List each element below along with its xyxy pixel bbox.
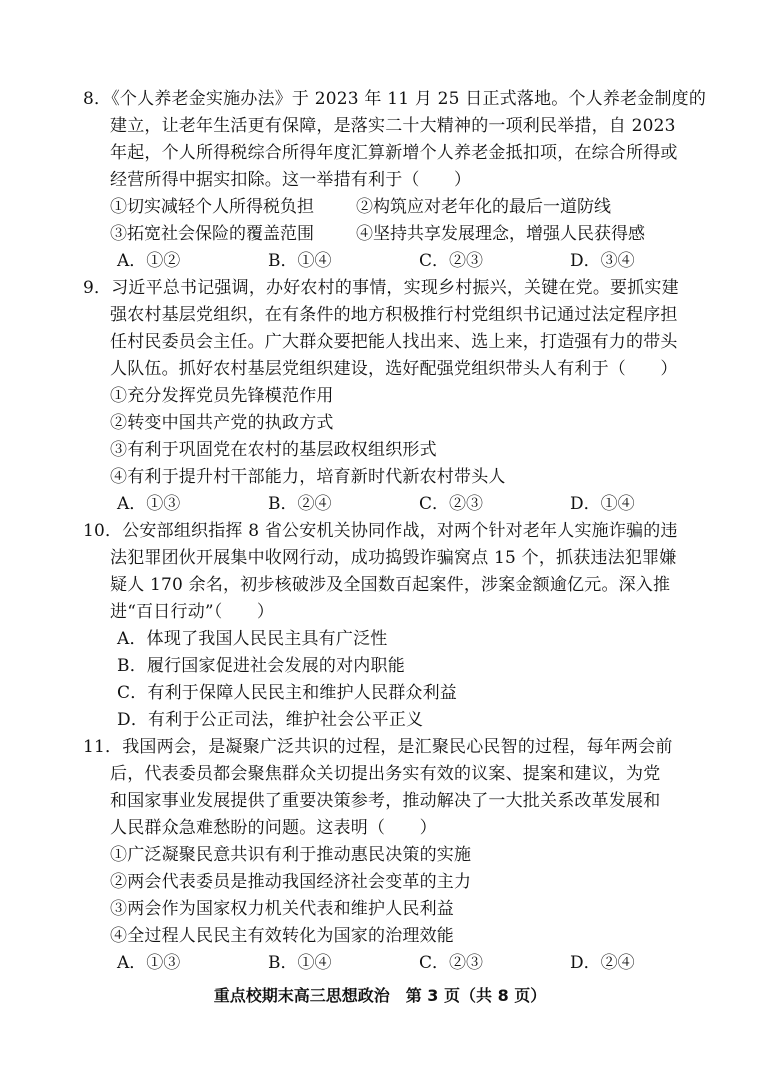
- question-11-stem-line-3: 和国家事业发展提供了重要决策参考，推动解决了一大批关系改革发展和: [110, 791, 661, 811]
- question-9-stem-line-2: 强农村基层党组织，在有条件的地方积极推行村党组织书记通过法定程序担: [110, 305, 678, 325]
- question-8-choices: [0, 248, 760, 275]
- question-8-stem-line-4: 经营所得中据实扣除。这一举措有利于（ ）: [110, 170, 472, 190]
- question-10-option-d: D．有利于公正司法，维护社会公平正义: [117, 710, 424, 730]
- question-8-statement-1: ①切实减轻个人所得税负担: [110, 197, 314, 217]
- question-8-stem-line-3: 年起，个人所得税综合所得年度汇算新增个人养老金抵扣项，在综合所得或: [110, 143, 678, 163]
- question-10-stem-line-3: 疑人 170 余名，初步核破涉及全国数百起案件，涉案金额逾亿元。深入推: [110, 575, 671, 595]
- question-9-choice-a: A．①③: [117, 494, 181, 514]
- question-10-option-c: C．有利于保障人民民主和维护人民群众利益: [117, 683, 458, 703]
- question-10-stem-line-2: 法犯罪团伙开展集中收网行动，成功捣毁诈骗窝点 15 个，抓获违法犯罪嫌: [110, 548, 677, 568]
- question-9-choice-c: C．②③: [419, 494, 484, 514]
- question-9-choice-d: D．①④: [570, 494, 635, 514]
- question-11-choices: [0, 950, 760, 977]
- question-11-statement-3: ③两会作为国家权力机关代表和维护人民利益: [110, 899, 454, 919]
- question-10-option-a: A．体现了我国人民民主具有广泛性: [117, 629, 388, 649]
- question-11-statement-2: ②两会代表委员是推动我国经济社会变革的主力: [110, 872, 472, 892]
- question-8-choice-c: C．②③: [419, 251, 484, 271]
- question-8-statement-2: ②构筑应对老年化的最后一道防线: [356, 197, 611, 217]
- question-10-stem-line-4: 进“百日行动”（ ）: [110, 602, 275, 622]
- question-8-statements-row-1: [0, 194, 760, 221]
- question-11-statement-4: ④全过程人民民主有效转化为国家的治理效能: [110, 926, 454, 946]
- page-footer: 重点校期末高三思想政治 第 3 页（共 8 页）: [213, 986, 547, 1005]
- question-9-stem-line-1: 9．习近平总书记强调，办好农村的事情，实现乡村振兴，关键在党。要抓实建: [83, 278, 679, 298]
- question-11-stem-line-1: 11．我国两会，是凝聚广泛共识的过程，是汇聚民心民智的过程，每年两会前: [83, 737, 673, 757]
- question-9-statement-1: ①充分发挥党员先锋模范作用: [110, 386, 334, 406]
- question-11-statement-1: ①广泛凝聚民意共识有利于推动惠民决策的实施: [110, 845, 472, 865]
- question-11-choice-a: A．①③: [117, 953, 181, 973]
- question-8-statements-row-2: [0, 221, 760, 248]
- question-8-statement-3: ③拓宽社会保险的覆盖范围: [110, 224, 314, 244]
- question-9-statement-4: ④有利于提升村干部能力，培育新时代新农村带头人: [110, 467, 506, 487]
- question-8-stem-line-2: 建立，让老年生活更有保障，是落实二十大精神的一项利民举措，自 2023: [110, 116, 676, 136]
- question-10-option-b: B．履行国家促进社会发展的对内职能: [117, 656, 405, 676]
- question-11-choice-c: C．②③: [419, 953, 484, 973]
- question-8-choice-a: A．①②: [117, 251, 181, 271]
- question-9-choice-b: B．②④: [268, 494, 332, 514]
- question-9-stem-line-4: 人队伍。抓好农村基层党组织建设，选好配强党组织带头人有利于（ ）: [110, 359, 678, 379]
- question-8-choice-b: B．①④: [268, 251, 332, 271]
- question-11-stem-line-2: 后，代表委员都会聚焦群众关切提出务实有效的议案、提案和建议，为党: [110, 764, 661, 784]
- question-11-stem-line-4: 人民群众急难愁盼的问题。这表明（ ）: [110, 818, 437, 838]
- question-8-statement-4: ④坚持共享发展理念，增强人民获得感: [356, 224, 645, 244]
- question-8-choice-d: D．③④: [570, 251, 635, 271]
- question-8-stem-line-1: 8．《个人养老金实施办法》于 2023 年 11 月 25 日正式落地。个人养老金制度的: [83, 89, 707, 109]
- question-9-statement-3: ③有利于巩固党在农村的基层政权组织形式: [110, 440, 437, 460]
- question-9-choices: [0, 491, 760, 518]
- question-9-stem-line-3: 任村民委员会主任。广大群众要把能人找出来、选上来，打造强有力的带头: [110, 332, 678, 352]
- question-10-stem-line-1: 10．公安部组织指挥 8 省公安机关协同作战，对两个针对老年人实施诈骗的违: [83, 521, 678, 541]
- question-11-choice-b: B．①④: [268, 953, 332, 973]
- question-9-statement-2: ②转变中国共产党的执政方式: [110, 413, 334, 433]
- question-11-choice-d: D．②④: [570, 953, 635, 973]
